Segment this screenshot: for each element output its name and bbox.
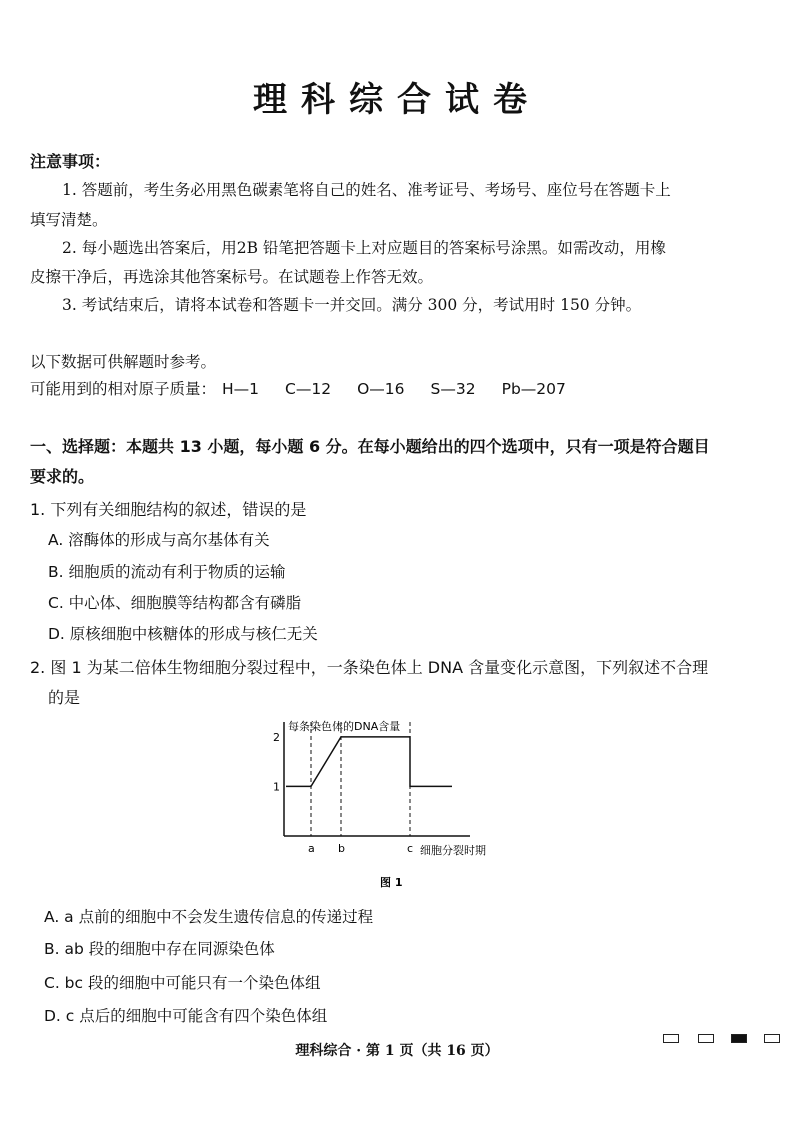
registration-mark [764,1034,780,1043]
notice-item-1-line-2: 填写清楚。 [30,211,108,229]
dna-content-chart [262,712,512,892]
q2-option-b: B. ab 段的细胞中存在同源染色体 [44,940,275,958]
q1-option-d: D. 原核细胞中核糖体的形成与核仁无关 [48,625,318,643]
q2-stem-line-2: 的是 [48,688,81,707]
chart-x-axis-label: 细胞分裂时期 [420,844,486,857]
chart-x-tick-label: c [407,842,414,855]
registration-mark [731,1034,747,1043]
q1-option-c: C. 中心体、细胞膜等结构都含有磷脂 [48,594,302,612]
chart-y-axis-label: 每条染色体的DNA含量 [288,720,401,733]
q1-stem: 1. 下列有关细胞结构的叙述，错误的是 [30,500,307,519]
chart-x-tick-label: a [308,842,315,855]
mass-pb: Pb—207 [501,380,566,398]
registration-mark [663,1034,679,1043]
q2-option-d: D. c 点后的细胞中可能含有四个染色体组 [44,1007,328,1025]
q2-stem-line-1: 2. 图 1 为某二倍体生物细胞分裂过程中，一条染色体上 DNA 含量变化示意图，下列叙述不合理 [30,658,709,677]
reference-line-2 [30,377,566,399]
section-1-line-1: 一、选择题：本题共 13 小题，每小题 6 分。在每小题给出的四个选项中，只有一项是符合题目 [30,437,710,456]
page-title: 理科综合试卷 [253,80,541,120]
notice-item-2-line-2: 皮擦干净后，再选涂其他答案标号。在试题卷上作答无效。 [30,268,434,286]
chart-figure-caption: 图 1 [380,876,403,889]
mass-c: C—12 [285,380,332,398]
notice-item-1-line-1: 1. 答题前，考生务必用黑色碳素笔将自己的姓名、准考证号、考场号、座位号在答题卡上 [62,181,671,199]
notice-heading: 注意事项： [30,152,111,171]
chart-y-tick-label: 1 [273,780,280,794]
chart-x-tick-label: b [338,842,345,855]
section-1-line-2: 要求的。 [30,467,95,486]
q2-option-a: A. a 点前的细胞中不会发生遗传信息的传递过程 [44,908,374,926]
reference-line-1: 以下数据可供解题时参考。 [30,353,217,371]
q1-option-b: B. 细胞质的流动有利于物质的运输 [48,563,286,581]
mass-h: H—1 [222,380,260,398]
q2-option-c: C. bc 段的细胞中可能只有一个染色体组 [44,974,321,992]
mass-s: S—32 [430,380,476,398]
notice-item-2-line-1: 2. 每小题选出答案后，用2B 铅笔把答题卡上对应题目的答案标号涂黑。如需改动，用橡 [62,239,666,257]
registration-mark [698,1034,714,1043]
mass-o: O—16 [357,380,405,398]
reference-label: 可能用到的相对原子质量： [30,380,217,398]
notice-item-3: 3. 考试结束后，请将本试卷和答题卡一并交回。满分 300 分，考试用时 150 分钟。 [62,296,642,314]
page-footer: 理科综合 · 第 1 页（共 16 页） [295,1043,499,1059]
chart-y-tick-label: 2 [273,730,280,744]
q1-option-a: A. 溶酶体的形成与高尔基体有关 [48,531,270,549]
